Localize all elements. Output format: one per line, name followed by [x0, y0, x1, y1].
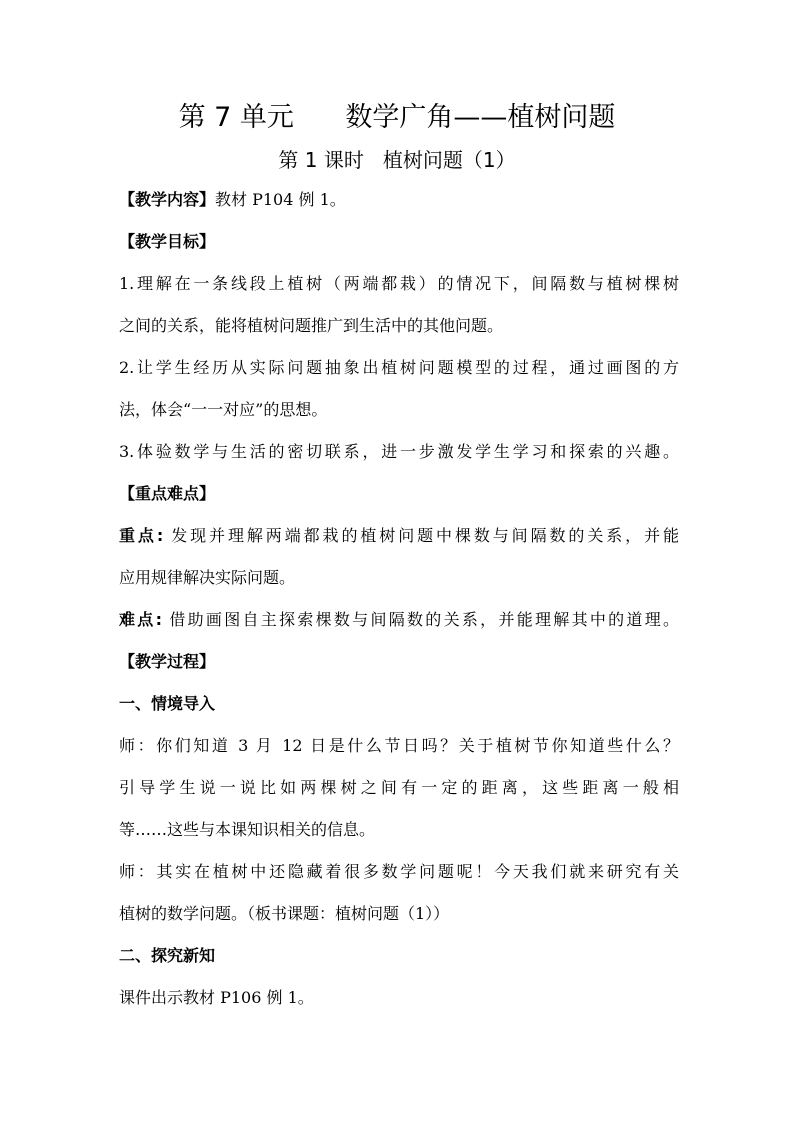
difficult-point-line — [119, 608, 679, 632]
key-points-heading: 【重点难点】 — [119, 484, 216, 503]
objectives-heading: 【教学目标】 — [119, 232, 216, 251]
key-point-line — [119, 524, 679, 548]
difficult-point-label: 难点: — [119, 610, 162, 629]
paragraph-line: 植树的数学问题。（板书课题：植树问题（1）） — [119, 904, 450, 923]
objective-line: 3.体验数学与生活的密切联系，进一步激发学生学习和探索的兴趣。 — [119, 442, 679, 461]
key-point-text: 发现并理解两端都栽的植树问题中棵数与间隔数的关系，并能 — [163, 526, 679, 545]
lesson-subtitle: 第 1 课时 植树问题（1） — [278, 148, 516, 172]
content-text: 教材 P104 例 1。 — [215, 190, 346, 209]
paragraph-line: 等……这些与本课知识相关的信息。 — [119, 820, 376, 839]
paragraph-line: 师：其实在植树中还隐藏着很多数学问题呢！今天我们就来研究有关 — [119, 862, 679, 881]
paragraph-line: 师：你们知道 3 月 12 日是什么节日吗？关于植树节你知道些什么？ — [119, 736, 679, 755]
content-line — [119, 188, 679, 212]
objective-line: 法，体会“一一对应”的思想。 — [119, 400, 328, 419]
objective-line: 1.理解在一条线段上植树（两端都栽）的情况下，间隔数与植树棵树 — [119, 274, 679, 293]
section-heading: 二、探究新知 — [119, 946, 216, 965]
section-heading: 一、情境导入 — [119, 694, 216, 713]
objective-line: 之间的关系，能将植树问题推广到生活中的其他问题。 — [119, 316, 504, 335]
paragraph-line: 课件出示教材 P106 例 1。 — [119, 988, 314, 1007]
difficult-point-text: 借助画图自主探索棵数与间隔数的关系，并能理解其中的道理。 — [161, 610, 679, 629]
paragraph-line: 引导学生说一说比如两棵树之间有一定的距离，这些距离一般相 — [119, 778, 679, 797]
key-point-line: 应用规律解决实际问题。 — [119, 568, 296, 587]
document-title: 第 7 单元 数学广角——植树问题 — [178, 102, 616, 133]
content-label: 【教学内容】 — [119, 190, 216, 209]
process-heading: 【教学过程】 — [119, 652, 216, 671]
objective-line: 2.让学生经历从实际问题抽象出植树问题模型的过程，通过画图的方 — [119, 358, 679, 377]
key-point-label: 重点: — [119, 526, 164, 545]
